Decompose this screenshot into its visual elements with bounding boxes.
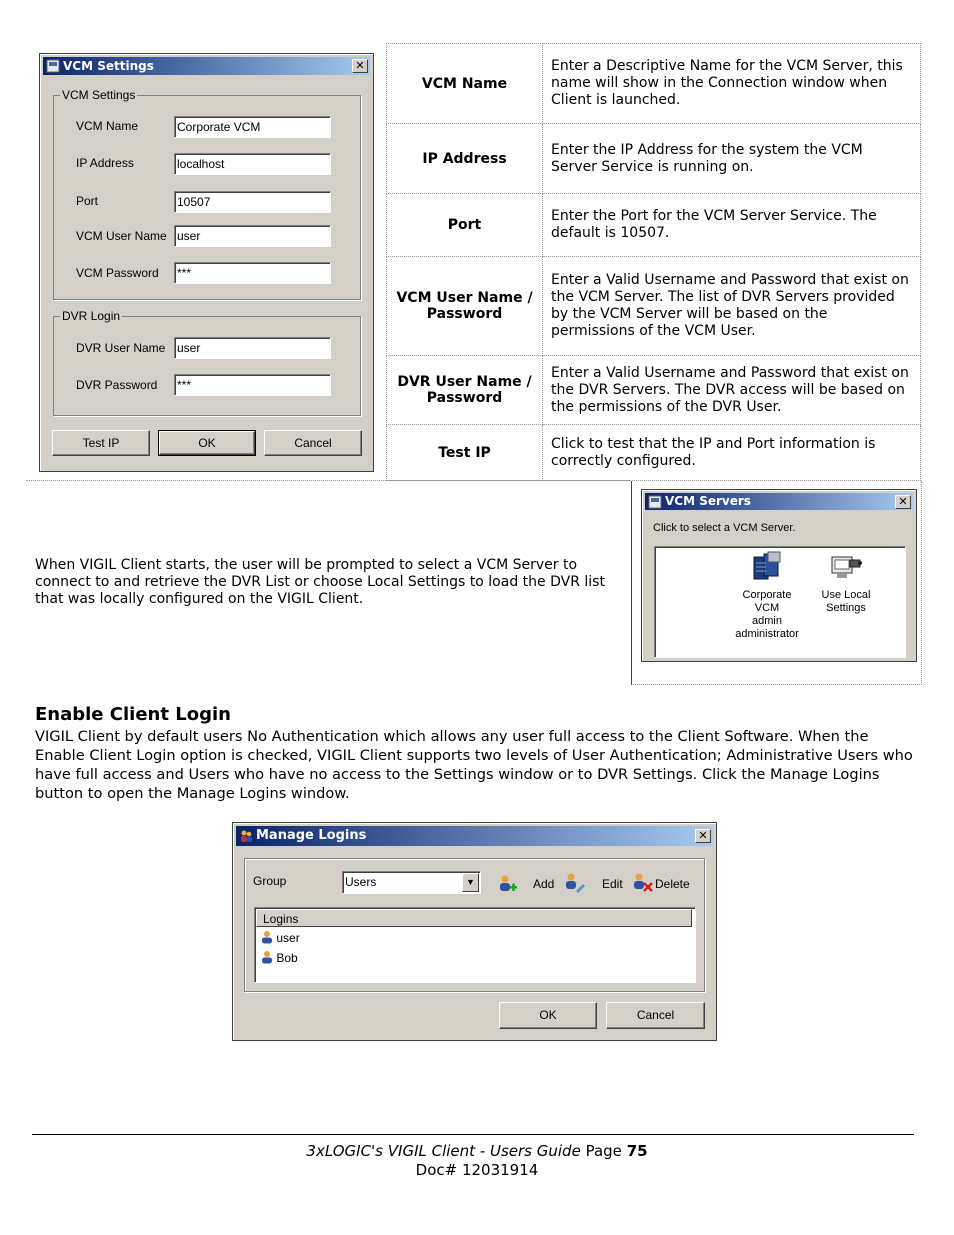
port-field[interactable]: 10507 (174, 191, 331, 213)
cancel-button[interactable]: Cancel (606, 1002, 705, 1029)
table-row (387, 44, 921, 124)
table-row (387, 356, 921, 425)
ok-button[interactable]: OK (499, 1002, 597, 1029)
dialog-title: VCM Servers (665, 494, 751, 508)
item-line: administrator (735, 628, 799, 640)
footer-page-word: Page (585, 1142, 622, 1160)
ip-address-label: IP Address (76, 156, 134, 170)
item-line: VCM (754, 602, 780, 614)
divider (26, 480, 630, 481)
close-icon: ✕ (698, 829, 708, 842)
cancel-button[interactable]: Cancel (264, 430, 362, 456)
server-item-corporate-vcm[interactable] (725, 551, 809, 641)
vcm-servers-dialog (641, 489, 917, 662)
login-name: user (276, 931, 300, 945)
footer-title-line (0, 1141, 954, 1161)
ip-address-field[interactable]: localhost (174, 153, 331, 175)
dialog-titlebar[interactable] (43, 57, 370, 75)
close-button[interactable] (695, 829, 711, 843)
footer-doc-title: 3xLOGIC's VIGIL Client - Users Guide (306, 1142, 581, 1160)
dropdown-button[interactable] (462, 873, 479, 892)
vcm-password-label: VCM Password (76, 266, 159, 280)
port-label: Port (76, 194, 99, 208)
footer-doc-number: Doc# 12031914 (415, 1161, 539, 1179)
divider (373, 53, 374, 470)
table-row (387, 425, 921, 481)
group-label: Group (253, 874, 287, 888)
manage-logins-dialog (232, 822, 717, 1041)
dvr-password-field[interactable]: *** (174, 374, 331, 396)
intro-paragraph: When VIGIL Client starts, the user will be prompted to select a VCM Server to connect to and retrieve the DVR List or choose Local Settings to load the DVR list that was locally configured on the VIGIL Client. (35, 557, 605, 607)
add-button[interactable]: Add (533, 877, 555, 891)
table-cell-desc: Enter the IP Address for the system the VCM Server Service is running on. (543, 124, 921, 194)
vcm-settings-dialog (39, 53, 374, 472)
settings-table (386, 43, 921, 481)
group-label: VCM Settings (62, 88, 136, 102)
user-icon (261, 950, 273, 964)
group-select[interactable] (342, 871, 481, 894)
login-name: Bob (276, 951, 298, 965)
table-row (387, 124, 921, 194)
app-icon (46, 59, 60, 73)
table-cell-desc: Enter a Valid Username and Password that exist on the DVR Servers. The DVR access will be based on the permissions of the DVR User. (543, 356, 921, 425)
dvr-login-group (53, 309, 361, 416)
dvr-password-label: DVR Password (76, 378, 158, 392)
edit-user-icon[interactable] (564, 872, 586, 894)
edit-button[interactable]: Edit (602, 877, 623, 891)
footer-rule (32, 1134, 914, 1135)
user-icon (261, 930, 273, 944)
server-item-use-local-settings[interactable] (811, 551, 881, 615)
dvr-user-name-field[interactable]: user (174, 337, 331, 359)
add-user-icon[interactable] (498, 874, 518, 894)
table-cell-desc: Enter a Valid Username and Password that exist on the VCM Server. The list of DVR Servers provided by the VCM Server will be based on the permissions of the VCM User. (543, 257, 921, 356)
camera-computer-icon (829, 551, 863, 585)
group-select-value: Users (345, 875, 377, 889)
table-cell-desc: Enter the Port for the VCM Server Service. The default is 10507. (543, 194, 921, 257)
dvr-user-name-label: DVR User Name (76, 341, 166, 355)
table-cell-name: VCM User Name / Password (387, 257, 543, 356)
users-icon (239, 829, 253, 843)
delete-button[interactable]: Delete (655, 877, 690, 891)
dialog-titlebar[interactable] (236, 826, 713, 846)
table-cell-desc: Click to test that the IP and Port information is correctly configured. (543, 425, 921, 481)
logins-header-label: Logins (263, 912, 299, 926)
section-heading: Enable Client Login (35, 704, 231, 725)
item-line: admin (752, 615, 782, 627)
table-row (387, 194, 921, 257)
table-cell-name: VCM Name (387, 44, 543, 124)
item-line: Use Local (821, 589, 871, 601)
dialog-title: VCM Settings (63, 59, 154, 73)
list-item[interactable] (261, 930, 300, 946)
logins-list[interactable] (254, 907, 696, 983)
table-cell-name: IP Address (387, 124, 543, 194)
ok-button[interactable]: OK (159, 431, 255, 455)
close-button[interactable] (895, 495, 911, 509)
table-row (387, 257, 921, 356)
dialog-title: Manage Logins (256, 828, 367, 843)
server-list[interactable] (654, 546, 906, 658)
vcm-name-label: VCM Name (76, 119, 139, 133)
close-icon: ✕ (898, 495, 908, 508)
table-cell-name: Port (387, 194, 543, 257)
vcm-user-name-field[interactable]: user (174, 225, 331, 247)
server-network-icon (750, 551, 784, 585)
item-line: Corporate (742, 589, 792, 601)
table-cell-desc: Enter a Descriptive Name for the VCM Server, this name will show in the Connection window when Client is launched. (543, 44, 921, 124)
close-button[interactable] (352, 59, 368, 73)
vcm-name-field[interactable]: Corporate VCM (174, 116, 331, 138)
dialog-titlebar[interactable] (645, 493, 913, 510)
vcm-user-name-label: VCM User Name (76, 229, 167, 243)
select-prompt: Click to select a VCM Server. (653, 522, 796, 534)
list-item[interactable] (261, 950, 298, 966)
app-icon (648, 495, 662, 509)
chevron-down-icon: ▼ (466, 877, 475, 887)
group-label: DVR Login (62, 309, 121, 323)
logins-list-header[interactable] (256, 909, 692, 927)
vcm-password-field[interactable]: *** (174, 262, 331, 284)
delete-user-icon[interactable] (632, 872, 654, 894)
table-cell-name: DVR User Name / Password (387, 356, 543, 425)
close-icon: ✕ (355, 59, 365, 72)
item-line: Settings (826, 602, 866, 614)
table-cell-name: Test IP (387, 425, 543, 481)
page-number: 75 (626, 1142, 648, 1160)
test-ip-button[interactable]: Test IP (52, 430, 150, 456)
section-body: VIGIL Client by default users No Authentication which allows any user full access to the Client Software. When the Enable Client Login option is checked, VIGIL Client supports two levels of User Authentication; Administrative Users who have full access and Users who have no access to the Settings window or to DVR Settings. Click the Manage Logins button to open the Manage Logins window. (35, 728, 913, 802)
